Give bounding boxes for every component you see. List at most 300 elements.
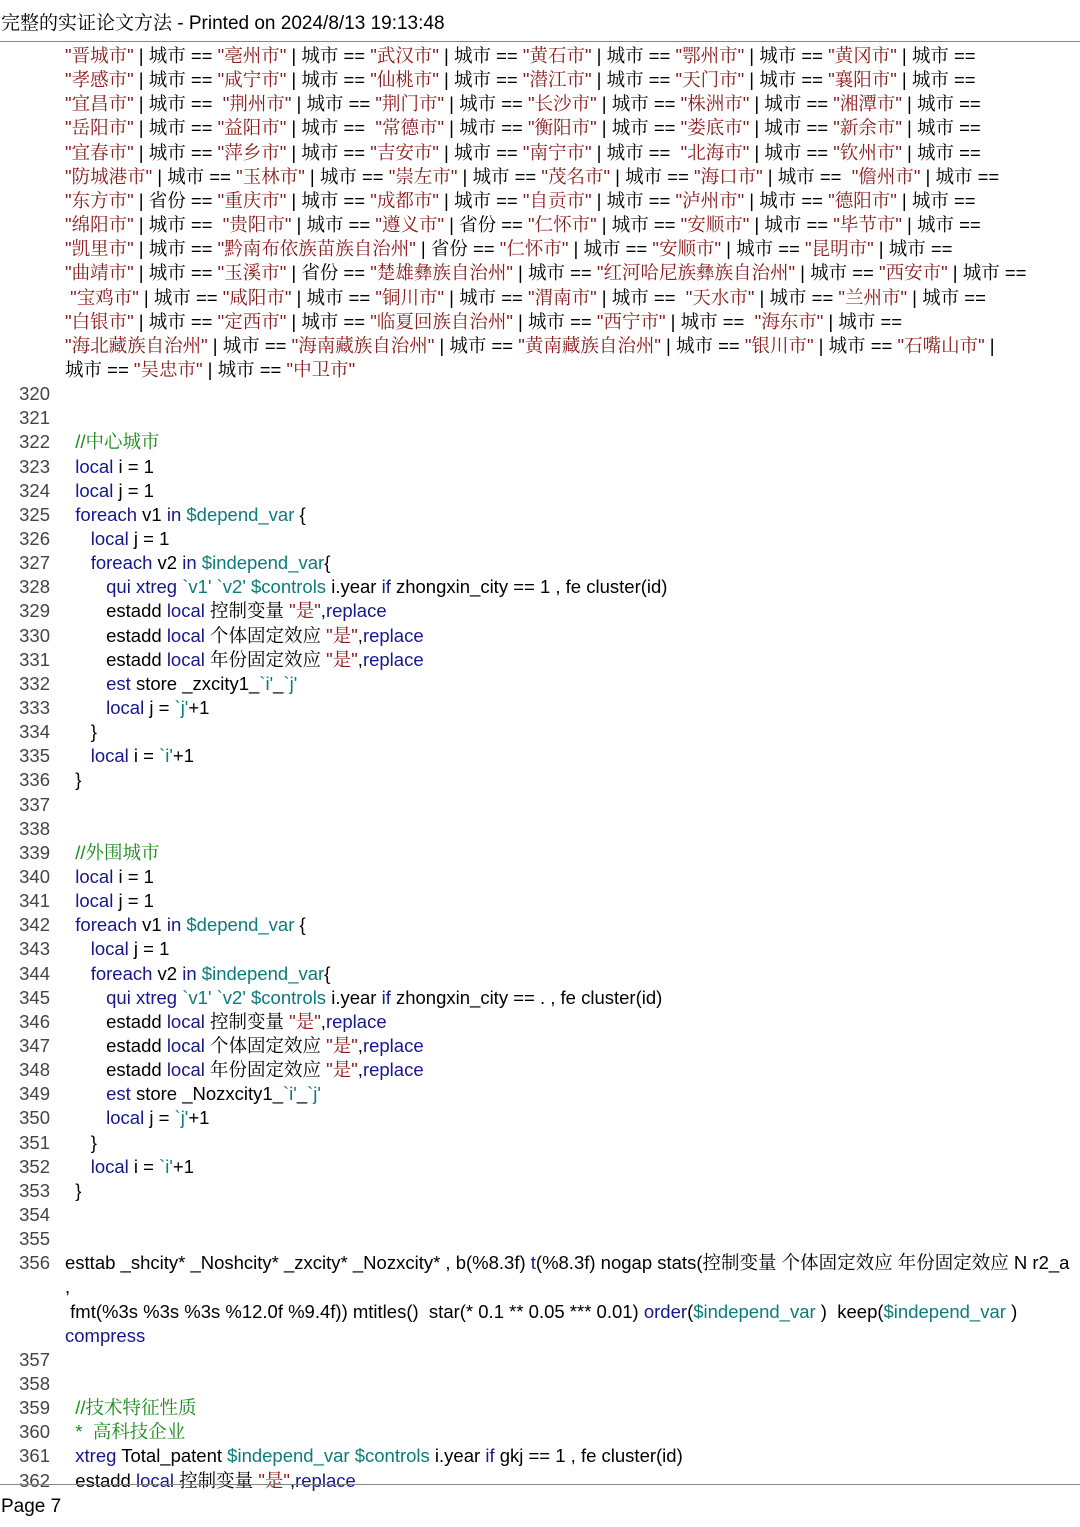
keyword-token: qui — [106, 986, 131, 1008]
code-text: 城市 == — [65, 359, 134, 381]
keyword-token: local — [75, 479, 114, 501]
code-text: esttab _shcity* _Noshcity* _zxcity* _Nozxcity* , b(%8.3f) — [65, 1252, 531, 1274]
keyword-token: local — [75, 866, 114, 887]
string-token: "黄冈市" — [828, 45, 897, 66]
code-line — [0, 913, 1080, 937]
string-token: "铜川市" — [375, 286, 445, 308]
string-token: "临夏回族自治州" — [370, 310, 513, 332]
keyword-token: in — [182, 552, 197, 574]
line-number: 359 — [19, 1397, 50, 1419]
string-token: "武汉市" — [370, 45, 439, 66]
string-token: "重庆市" — [217, 189, 287, 211]
code-text: | 城市 == — [749, 214, 834, 236]
code-line — [0, 937, 1080, 961]
line-text — [65, 551, 330, 575]
string-token: "吉安市" — [370, 141, 439, 163]
code-text: | 城市 == — [896, 189, 976, 211]
code-text: | 城市 == — [596, 286, 686, 308]
string-token: "昆明市" — [805, 238, 874, 260]
code-text: i = 1 — [113, 455, 154, 477]
line-number: 350 — [19, 1107, 50, 1129]
code-text: | 省份 == — [415, 238, 500, 260]
string-token: "玉林市" — [236, 165, 305, 187]
code-text: v2 — [152, 552, 183, 574]
keyword-token: local — [106, 697, 145, 719]
string-token: "是" — [258, 1469, 290, 1491]
string-token: "德阳市" — [828, 189, 897, 211]
keyword-token: in — [182, 962, 197, 984]
keyword-token: local — [166, 624, 205, 646]
line-text — [65, 913, 306, 937]
string-token: "湘潭市" — [833, 93, 902, 115]
code-text: | 城市 == — [133, 117, 218, 139]
code-text: | 城市 == — [596, 117, 681, 139]
code-text: | 城市 == — [438, 189, 523, 211]
code-text: _ — [273, 672, 284, 694]
line-number: 345 — [19, 986, 50, 1008]
code-text: | 城市 == — [813, 334, 898, 356]
string-token: "是" — [326, 624, 358, 646]
macro-token: $depend_var — [186, 503, 295, 525]
line-number: 360 — [19, 1421, 50, 1443]
code-text: ) — [1011, 1300, 1018, 1322]
code-text: estadd — [65, 1034, 167, 1056]
code-text: | 城市 == — [286, 45, 371, 66]
line-number: 358 — [19, 1373, 50, 1395]
keyword-token: replace — [362, 648, 424, 670]
code-line — [0, 1155, 1080, 1179]
string-token: "渭南市" — [528, 286, 597, 308]
string-token: "海南藏族自治州" — [291, 334, 435, 356]
code-text: ( — [687, 1300, 694, 1322]
string-token: "安顺市" — [680, 214, 750, 236]
macro-token: $independ_var — [883, 1300, 1006, 1322]
code-text: | 城市 == — [438, 45, 523, 66]
code-text: j = — [144, 1107, 175, 1129]
string-token: "楚雄彝族自治州" — [370, 262, 513, 284]
code-text: i.year — [326, 576, 382, 598]
keyword-token: foreach — [75, 914, 137, 936]
code-text: | 城市 == — [133, 93, 223, 115]
string-token: "宝鸡市" — [70, 286, 139, 308]
code-text: | 城市 == — [591, 189, 676, 211]
code-text: | 城市 == — [286, 310, 371, 332]
code-line — [0, 889, 1080, 913]
code-line — [0, 1034, 1080, 1058]
code-text: j = 1 — [128, 528, 170, 550]
code-line — [0, 962, 1080, 986]
line-number: 348 — [19, 1059, 50, 1081]
string-token: "衡阳市" — [528, 117, 597, 139]
code-text: { — [324, 962, 331, 984]
code-text — [65, 866, 75, 887]
code-text — [65, 1083, 106, 1104]
code-text: 年份固定效应 — [204, 1059, 327, 1081]
code-line — [0, 720, 1080, 744]
code-text: | 城市 == — [873, 238, 953, 260]
macro-token: `v1' `v2' $controls — [182, 576, 327, 598]
string-token: "海北藏族自治州" — [65, 334, 208, 356]
string-token: "是" — [326, 648, 358, 670]
code-text: | 城市 == — [744, 45, 829, 66]
line-text — [65, 575, 667, 599]
line-text — [65, 1155, 194, 1179]
code-text: +1 — [188, 1107, 210, 1129]
string-token: "银川市" — [744, 334, 814, 356]
code-text — [65, 1421, 75, 1442]
string-token: "仁怀市" — [499, 238, 569, 260]
code-text — [65, 890, 75, 911]
keyword-token: local — [166, 648, 205, 670]
line-text — [65, 1444, 683, 1468]
string-token: "茂名市" — [541, 165, 611, 187]
code-text: , — [357, 1059, 363, 1081]
code-line — [0, 503, 1080, 527]
code-text: | 城市 == — [133, 310, 218, 332]
code-text: v1 — [137, 914, 167, 936]
keyword-token: est — [106, 1083, 131, 1105]
code-text: v1 — [137, 503, 167, 525]
code-text — [65, 576, 106, 597]
code-text: | 城市 == — [596, 214, 681, 236]
line-text — [65, 648, 424, 672]
code-line — [0, 1106, 1080, 1130]
code-text: | 城市 == — [286, 141, 371, 163]
line-number: 339 — [19, 841, 50, 863]
code-text: 控制变量 — [204, 600, 290, 622]
keyword-token: est — [106, 672, 131, 694]
string-token: "自贡市" — [522, 189, 592, 211]
code-text: | 城市 == — [749, 117, 834, 139]
code-text — [65, 1445, 75, 1466]
code-text: , — [320, 600, 326, 622]
line-text — [65, 527, 169, 551]
string-token: "防城港市" — [65, 165, 153, 187]
code-text: | 城市 == — [457, 165, 542, 187]
code-line — [0, 672, 1080, 696]
string-token: "曲靖市" — [65, 262, 134, 284]
code-text: estadd — [65, 1469, 136, 1491]
code-line — [0, 479, 1080, 503]
macro-token: `i' — [159, 1155, 173, 1177]
line-number: 353 — [19, 1179, 50, 1201]
keyword-token: local — [90, 528, 129, 550]
code-text: | 城市 == — [138, 286, 223, 308]
line-number: 342 — [19, 914, 50, 936]
string-token: "晋城市" — [65, 45, 134, 66]
keyword-token: if — [381, 576, 391, 598]
code-text: | 省份 == — [133, 189, 218, 211]
line-number: 333 — [19, 697, 50, 719]
code-text: | 城市 == — [291, 286, 376, 308]
string-token: "是" — [326, 1059, 358, 1081]
code-text: | 城市 == — [920, 165, 1000, 187]
code-text: i.year — [429, 1445, 486, 1467]
line-number: 336 — [19, 769, 50, 791]
code-text — [65, 528, 91, 549]
code-text: j = 1 — [113, 890, 154, 912]
string-token: "北海市" — [680, 141, 750, 163]
code-text: | 城市 == — [152, 165, 237, 187]
code-text: | 城市 == — [795, 262, 879, 284]
macro-token: $depend_var — [186, 914, 295, 936]
code-text: | 城市 == — [896, 69, 976, 91]
code-text: | 城市 == — [660, 334, 745, 356]
code-line — [0, 406, 1080, 430]
code-line — [0, 624, 1080, 648]
code-text: | 城市 == — [444, 93, 529, 115]
line-text — [65, 430, 160, 454]
code-text: { — [294, 914, 306, 936]
string-token: "襄阳市" — [828, 69, 897, 91]
code-text: | 城市 == — [610, 165, 694, 187]
code-text: +1 — [172, 745, 195, 767]
code-text: | 城市 == — [947, 262, 1027, 284]
string-token: "石嘴山市" — [897, 334, 985, 356]
macro-token: `j' — [307, 1083, 321, 1105]
code-text — [65, 963, 91, 984]
line-text — [65, 865, 154, 889]
code-text: ) keep( — [815, 1300, 884, 1322]
code-text: | 城市 == — [286, 117, 376, 139]
code-text: | 城市 == — [438, 69, 523, 91]
code-text — [65, 456, 75, 477]
keyword-token: replace — [325, 1010, 387, 1032]
code-text: (%8.3f) nogap stats(控制变量 个体固定效应 年份固定效应 N r2_a , fmt(%3s %3s %3s %12.0f %9.4f)) mtitles() star(* 0.1 ** 0.05 *** 0.01) — [65, 1252, 1070, 1322]
line-number: 332 — [19, 672, 50, 694]
comment-token: * 高科技企业 — [75, 1421, 186, 1443]
code-text: | 城市 == — [901, 117, 981, 139]
code-text: , — [357, 624, 363, 646]
keyword-token: if — [485, 1445, 495, 1467]
keyword-token: local — [90, 745, 129, 767]
code-text: | 城市 == — [291, 214, 376, 236]
line-text — [65, 1251, 1077, 1348]
line-number: 346 — [19, 1010, 50, 1032]
line-number: 324 — [19, 479, 50, 501]
line-number: 340 — [19, 866, 50, 887]
code-line — [0, 865, 1080, 889]
code-text: { — [294, 503, 306, 525]
line-text — [65, 1106, 209, 1130]
keyword-token: replace — [362, 1034, 424, 1056]
code-text: | 城市 == — [304, 165, 389, 187]
code-text: store _Nozxcity1_ — [130, 1083, 283, 1105]
code-text: , — [289, 1469, 296, 1491]
document-title: 完整的实证论文方法 - Printed on 2024/8/13 19:13:48 — [1, 13, 445, 34]
code-text: | 城市 == — [444, 117, 529, 139]
code-text: | 城市 == — [444, 286, 529, 308]
code-text: | 城市 == — [286, 189, 371, 211]
code-line — [0, 382, 1080, 406]
comment-token: //外围城市 — [75, 841, 160, 863]
code-line — [0, 551, 1080, 575]
string-token: "长沙市" — [528, 93, 597, 115]
code-text — [65, 745, 91, 766]
line-number: 326 — [19, 528, 50, 550]
code-text: 控制变量 — [204, 1010, 290, 1032]
code-line — [0, 744, 1080, 768]
macro-token: $independ_var — [693, 1300, 816, 1322]
code-line — [0, 575, 1080, 599]
line-number: 322 — [19, 431, 50, 453]
code-text: , — [357, 648, 363, 670]
code-listing — [0, 44, 1080, 1493]
code-text: | 城市 == — [591, 69, 676, 91]
keyword-token: xtreg — [135, 986, 178, 1008]
line-text — [65, 841, 160, 865]
string-token: "株洲市" — [680, 93, 750, 115]
code-line — [0, 696, 1080, 720]
string-token: "亳州市" — [217, 45, 287, 66]
string-token: "贵阳市" — [222, 214, 292, 236]
string-token: "吴忠市" — [133, 359, 203, 381]
code-text: | 城市 == — [762, 165, 852, 187]
code-text: | 城市 == — [512, 310, 597, 332]
line-number: 347 — [19, 1034, 50, 1056]
code-text: i = 1 — [113, 866, 154, 887]
code-text: zhongxin_city == . , fe cluster(id) — [390, 986, 663, 1008]
code-text: 个体固定效应 — [204, 624, 327, 646]
code-text: estadd — [65, 600, 167, 622]
code-text — [65, 431, 75, 452]
string-token: "西宁市" — [596, 310, 666, 332]
code-text: , — [320, 1010, 326, 1032]
code-line — [0, 793, 1080, 817]
line-number: 352 — [19, 1155, 50, 1177]
code-text: 控制变量 — [174, 1469, 259, 1491]
line-number: 320 — [19, 383, 50, 405]
macro-token: `i' — [159, 745, 173, 767]
macro-token: $independ_var $controls — [227, 1445, 430, 1467]
string-token: "孝感市" — [65, 69, 134, 91]
string-token: "荆门市" — [375, 93, 445, 115]
string-token: "益阳市" — [217, 117, 287, 139]
code-text: | 城市 == — [901, 93, 981, 115]
line-number: 323 — [19, 455, 50, 477]
keyword-token: replace — [295, 1469, 356, 1491]
string-token: "仙桃市" — [370, 69, 439, 91]
string-token: "玉溪市" — [217, 262, 287, 284]
code-line — [0, 841, 1080, 865]
code-text — [65, 1156, 91, 1177]
line-number: 329 — [19, 600, 50, 622]
code-text: +1 — [172, 1155, 195, 1177]
code-text: zhongxin_city == 1 , fe cluster(id) — [390, 576, 668, 598]
code-text: j = 1 — [113, 479, 154, 501]
line-number: 328 — [19, 576, 50, 598]
keyword-token: local — [166, 1034, 205, 1056]
code-text: , — [357, 1034, 363, 1056]
code-text: | 城市 == — [591, 141, 681, 163]
keyword-token: local — [90, 938, 129, 960]
line-number: 327 — [19, 552, 50, 574]
keyword-token: foreach — [90, 962, 153, 984]
macro-token: `i' — [259, 672, 274, 694]
code-text: | 城市 == — [133, 214, 223, 236]
code-text — [65, 504, 75, 525]
code-line — [0, 1010, 1080, 1034]
page-number: Page 7 — [1, 1496, 62, 1517]
string-token: "遵义市" — [375, 214, 445, 236]
code-text — [65, 987, 106, 1008]
line-text — [65, 768, 81, 792]
string-token: "仁怀市" — [528, 214, 597, 236]
line-text — [65, 1420, 185, 1444]
keyword-token: local — [75, 890, 114, 912]
code-line — [0, 1372, 1080, 1396]
string-token: "钦州市" — [833, 141, 902, 163]
line-text — [65, 624, 424, 648]
string-token: "崇左市" — [388, 165, 458, 187]
code-line — [0, 1082, 1080, 1106]
string-token: "白银市" — [65, 310, 134, 332]
string-token: "安顺市" — [652, 238, 722, 260]
line-number: 349 — [19, 1083, 50, 1105]
line-text — [65, 1082, 321, 1106]
code-text: estadd — [65, 624, 167, 646]
string-token: "红河哈尼族彝族自治州" — [596, 262, 796, 284]
code-text: } — [65, 721, 97, 743]
code-text: i = — [128, 1155, 160, 1177]
code-text: | 城市 == — [754, 286, 839, 308]
code-text: | — [984, 334, 995, 356]
string-token: "鄂州市" — [675, 45, 745, 66]
string-token: "黄南藏族自治州" — [518, 334, 661, 356]
line-number: 330 — [19, 624, 50, 646]
keyword-token: replace — [325, 600, 387, 622]
line-text — [65, 696, 209, 720]
string-token: "潜江市" — [522, 69, 592, 91]
line-text — [65, 937, 169, 961]
code-text — [65, 842, 75, 863]
code-text: } — [65, 1179, 82, 1201]
code-text: | 城市 == — [896, 45, 976, 66]
code-line — [0, 1396, 1080, 1420]
line-text — [65, 1131, 97, 1155]
code-text: | 城市 == — [823, 310, 903, 332]
code-text: | 城市 == — [286, 69, 371, 91]
code-line — [0, 1179, 1080, 1203]
code-text: v2 — [152, 962, 183, 984]
string-token: "南宁市" — [522, 141, 592, 163]
string-token: "咸阳市" — [222, 286, 292, 308]
line-number: 344 — [19, 962, 50, 984]
string-token: "黔南布依族苗族自治州" — [217, 238, 416, 260]
keyword-token: local — [166, 1059, 205, 1081]
code-line — [0, 1420, 1080, 1444]
code-text: | 城市 == — [596, 93, 681, 115]
keyword-token: order — [643, 1300, 688, 1322]
code-text: | 城市 == — [438, 141, 523, 163]
code-text: | 城市 == — [901, 214, 981, 236]
code-text: 个体固定效应 — [204, 1034, 327, 1056]
keyword-token: in — [166, 914, 182, 936]
code-text: | 城市 == — [721, 238, 805, 260]
string-token: "海东市" — [754, 310, 824, 332]
print-footer — [0, 1484, 1080, 1518]
code-text — [65, 480, 75, 501]
keyword-token: if — [381, 986, 391, 1008]
code-line — [0, 986, 1080, 1010]
line-text — [65, 503, 306, 527]
code-text — [65, 938, 91, 959]
line-text — [65, 744, 194, 768]
code-text: | 城市 == — [291, 93, 376, 115]
keyword-token: xtreg — [135, 576, 178, 598]
code-text: | 城市 == — [744, 189, 829, 211]
line-text — [65, 479, 154, 503]
